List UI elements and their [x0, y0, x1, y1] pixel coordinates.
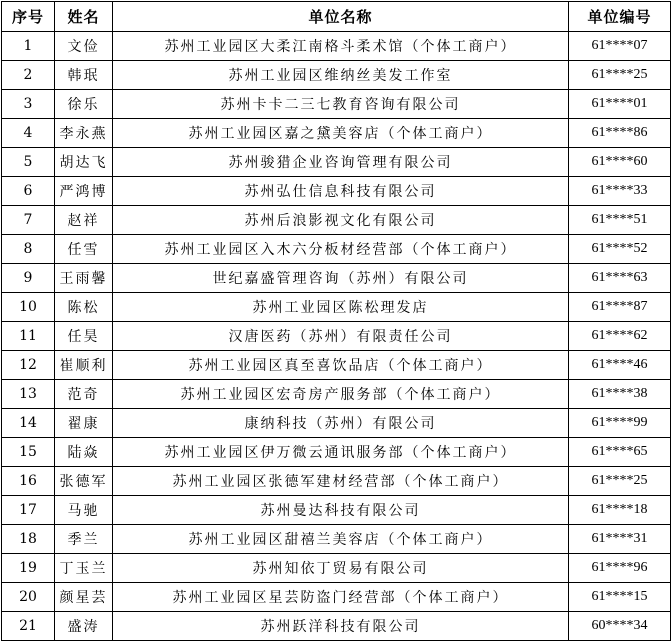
- cell-unit: 苏州工业园区真至喜饮品店（个体工商户）: [113, 351, 569, 380]
- cell-code: 61****60: [569, 148, 671, 177]
- cell-unit: 苏州工业园区宏奇房产服务部（个体工商户）: [113, 380, 569, 409]
- table-row: [2, 612, 671, 641]
- cell-name: 马驰: [55, 496, 113, 525]
- cell-code: 61****25: [569, 467, 671, 496]
- cell-unit: 苏州知依丁贸易有限公司: [113, 554, 569, 583]
- table-row: [2, 351, 671, 380]
- cell-name: 韩珉: [55, 61, 113, 90]
- cell-no: 10: [2, 293, 55, 322]
- cell-name: 徐乐: [55, 90, 113, 119]
- cell-code: 61****86: [569, 119, 671, 148]
- cell-name: 胡达飞: [55, 148, 113, 177]
- header-code: 单位编号: [569, 2, 671, 32]
- table-header: [2, 2, 671, 32]
- table-row: [2, 496, 671, 525]
- cell-unit: 苏州工业园区张德军建材经营部（个体工商户）: [113, 467, 569, 496]
- cell-no: 18: [2, 525, 55, 554]
- cell-no: 2: [2, 61, 55, 90]
- table-row: [2, 322, 671, 351]
- table-row: [2, 583, 671, 612]
- cell-unit: 苏州弘仕信息科技有限公司: [113, 177, 569, 206]
- cell-no: 13: [2, 380, 55, 409]
- cell-unit: 苏州工业园区嘉之黛美容店（个体工商户）: [113, 119, 569, 148]
- cell-code: 61****99: [569, 409, 671, 438]
- cell-no: 3: [2, 90, 55, 119]
- table-row: [2, 61, 671, 90]
- cell-no: 20: [2, 583, 55, 612]
- cell-unit: 苏州骏猎企业咨询管理有限公司: [113, 148, 569, 177]
- cell-name: 李永燕: [55, 119, 113, 148]
- cell-name: 任昊: [55, 322, 113, 351]
- cell-no: 17: [2, 496, 55, 525]
- cell-unit: 苏州工业园区陈松理发店: [113, 293, 569, 322]
- cell-unit: 苏州曼达科技有限公司: [113, 496, 569, 525]
- table-row: [2, 90, 671, 119]
- cell-code: 61****38: [569, 380, 671, 409]
- cell-unit: 苏州跃洋科技有限公司: [113, 612, 569, 641]
- cell-code: 61****18: [569, 496, 671, 525]
- cell-unit: 苏州后浪影视文化有限公司: [113, 206, 569, 235]
- cell-no: 16: [2, 467, 55, 496]
- cell-name: 季兰: [55, 525, 113, 554]
- cell-code: 61****15: [569, 583, 671, 612]
- cell-code: 61****46: [569, 351, 671, 380]
- cell-name: 范奇: [55, 380, 113, 409]
- cell-code: 61****62: [569, 322, 671, 351]
- cell-no: 6: [2, 177, 55, 206]
- cell-no: 4: [2, 119, 55, 148]
- table-row: [2, 206, 671, 235]
- cell-name: 翟康: [55, 409, 113, 438]
- cell-code: 61****52: [569, 235, 671, 264]
- cell-no: 12: [2, 351, 55, 380]
- cell-name: 张德军: [55, 467, 113, 496]
- table-row: [2, 467, 671, 496]
- cell-name: 颜星芸: [55, 583, 113, 612]
- cell-no: 11: [2, 322, 55, 351]
- table-row: [2, 119, 671, 148]
- table-body: [2, 32, 671, 641]
- header-no: 序号: [2, 2, 55, 32]
- cell-code: 61****01: [569, 90, 671, 119]
- cell-no: 14: [2, 409, 55, 438]
- cell-unit: 苏州工业园区星芸防盗门经营部（个体工商户）: [113, 583, 569, 612]
- cell-code: 61****87: [569, 293, 671, 322]
- cell-code: 61****96: [569, 554, 671, 583]
- cell-name: 赵祥: [55, 206, 113, 235]
- cell-name: 丁玉兰: [55, 554, 113, 583]
- cell-name: 陈松: [55, 293, 113, 322]
- cell-no: 9: [2, 264, 55, 293]
- cell-unit: 苏州工业园区甜禧兰美容店（个体工商户）: [113, 525, 569, 554]
- table-row: [2, 177, 671, 206]
- table-row: [2, 235, 671, 264]
- cell-no: 19: [2, 554, 55, 583]
- cell-unit: 汉唐医药（苏州）有限责任公司: [113, 322, 569, 351]
- cell-no: 15: [2, 438, 55, 467]
- cell-code: 61****65: [569, 438, 671, 467]
- cell-code: 61****25: [569, 61, 671, 90]
- table-row: [2, 293, 671, 322]
- cell-unit: 康纳科技（苏州）有限公司: [113, 409, 569, 438]
- table-row: [2, 409, 671, 438]
- table-row: [2, 554, 671, 583]
- cell-unit: 苏州工业园区维纳丝美发工作室: [113, 61, 569, 90]
- cell-unit: 苏州工业园区入木六分板材经营部（个体工商户）: [113, 235, 569, 264]
- cell-name: 王雨馨: [55, 264, 113, 293]
- cell-code: 61****33: [569, 177, 671, 206]
- cell-no: 8: [2, 235, 55, 264]
- header-name: 姓名: [55, 2, 113, 32]
- table-row: [2, 380, 671, 409]
- table-row: [2, 32, 671, 61]
- table-row: [2, 264, 671, 293]
- roster-table: [1, 1, 671, 641]
- header-unit: 单位名称: [113, 2, 569, 32]
- cell-code: 61****07: [569, 32, 671, 61]
- cell-name: 崔顺利: [55, 351, 113, 380]
- cell-code: 61****51: [569, 206, 671, 235]
- table-row: [2, 148, 671, 177]
- cell-name: 任雪: [55, 235, 113, 264]
- table-row: [2, 438, 671, 467]
- header-row: [2, 2, 671, 32]
- cell-code: 61****63: [569, 264, 671, 293]
- cell-unit: 苏州卡卡二三七教育咨询有限公司: [113, 90, 569, 119]
- cell-name: 陆焱: [55, 438, 113, 467]
- cell-no: 1: [2, 32, 55, 61]
- cell-unit: 苏州工业园区伊万微云通讯服务部（个体工商户）: [113, 438, 569, 467]
- cell-no: 5: [2, 148, 55, 177]
- cell-name: 盛涛: [55, 612, 113, 641]
- cell-unit: 世纪嘉盛管理咨询（苏州）有限公司: [113, 264, 569, 293]
- cell-no: 21: [2, 612, 55, 641]
- cell-code: 61****31: [569, 525, 671, 554]
- cell-name: 文俭: [55, 32, 113, 61]
- table-row: [2, 525, 671, 554]
- cell-name: 严鸿博: [55, 177, 113, 206]
- cell-unit: 苏州工业园区大柔江南格斗柔术馆（个体工商户）: [113, 32, 569, 61]
- cell-no: 7: [2, 206, 55, 235]
- cell-code: 60****34: [569, 612, 671, 641]
